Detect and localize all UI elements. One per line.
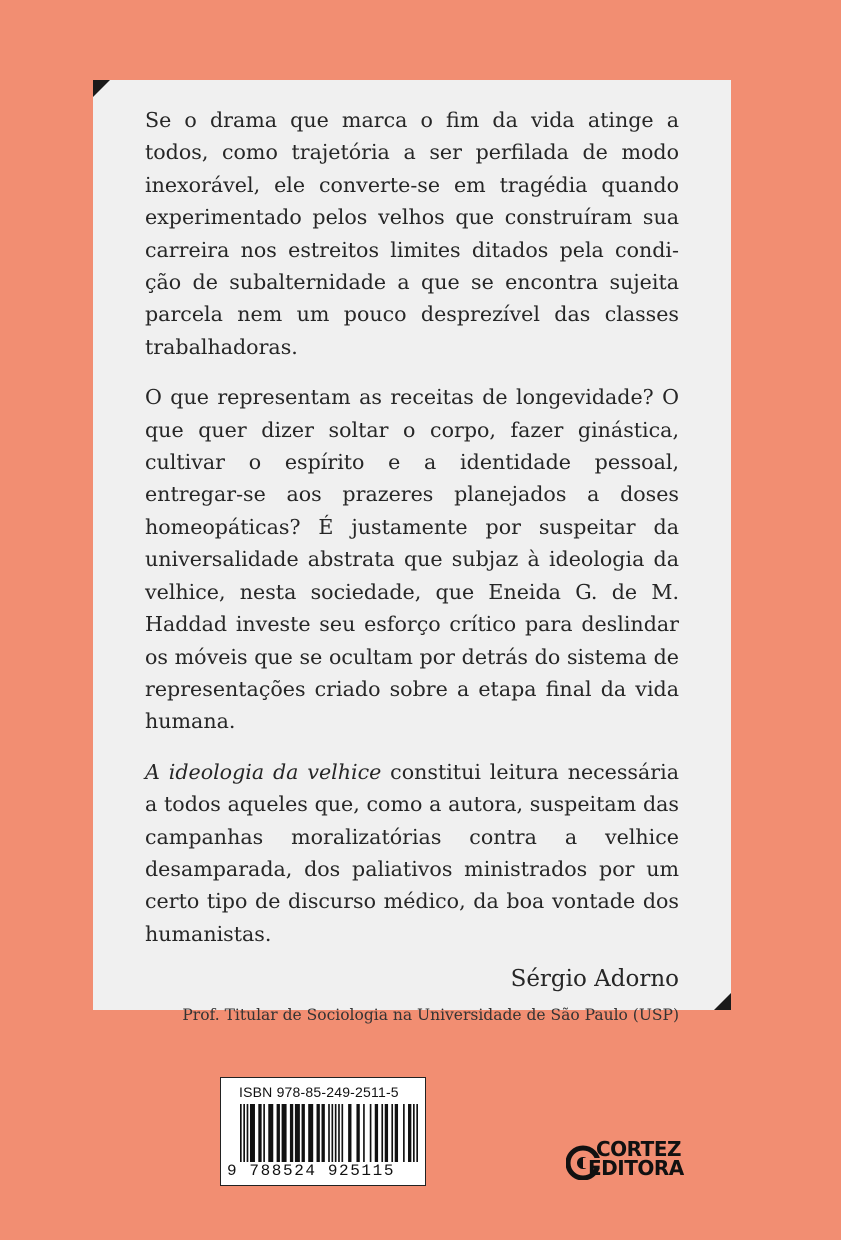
blurb-paragraph-3 (145, 756, 679, 950)
blurb-paragraph-3-text: constitui leitura necessária a todos aqueles que, como a autora, suspeitam das campanhas moralizatórias contra a velhice desamparada, dos paliativos ministrados por um certo tipo de discurso médico, da boa vontade dos humanistas. (145, 759, 679, 946)
barcode-bar (243, 1104, 245, 1162)
barcode-bars (239, 1104, 419, 1162)
barcode-bar (381, 1104, 383, 1162)
barcode-bar (317, 1104, 320, 1162)
publisher-name-line1: CORTEZ (596, 1137, 681, 1161)
barcode-bar (338, 1104, 340, 1162)
barcode-bar (240, 1104, 242, 1162)
barcode-bar (250, 1104, 255, 1162)
card-corner-bottom-right (714, 993, 731, 1010)
barcode-bar (247, 1104, 249, 1162)
barcode-bar (322, 1104, 325, 1162)
barcode-bar (348, 1104, 351, 1162)
barcode-bar (408, 1104, 411, 1162)
barcode-bar (268, 1104, 273, 1162)
barcode-bar (395, 1104, 398, 1162)
barcode-bar (356, 1104, 359, 1162)
barcode-bar (290, 1104, 293, 1162)
barcode-bar (258, 1104, 261, 1162)
barcode-bar (332, 1104, 334, 1162)
ean-digits: 9 788524 925115 (227, 1162, 396, 1180)
barcode-bar (295, 1104, 300, 1162)
isbn-label: ISBN 978-85-249-2511-5 (239, 1084, 399, 1100)
publisher-name-line2: EDITORA (588, 1156, 684, 1180)
barcode-bar (363, 1104, 365, 1162)
blurb-paragraph-2: O que representam as receitas de longevidade? O que quer dizer soltar o corpo, fazer ginástica, cultivar o espírito e a identidade pessoal, entregar-se aos prazeres planejados a doses homeopáticas? É justamente por suspeitar da universalidade abstrata que subjaz à ideologia da velhice, nesta sociedade, que Eneida G. de M. Haddad investe seu esforço crítico para deslindar os móveis que se ocultam por detrás do sistema de representações criado sobre a etapa final da vida humana. (145, 385, 679, 734)
barcode-bar (263, 1104, 265, 1162)
barcode-bar (308, 1104, 313, 1162)
card-corner-top-left (93, 80, 110, 97)
barcode-bar (403, 1104, 405, 1162)
publisher-logo (566, 1137, 716, 1190)
barcode-bar (416, 1104, 418, 1162)
author-affiliation: Prof. Titular de Sociologia na Universidade de São Paulo (USP) (182, 1006, 679, 1025)
barcode-bar (282, 1104, 287, 1162)
publisher-name (588, 1137, 684, 1180)
book-title: A ideologia da velhice (145, 759, 382, 784)
barcode-bar (328, 1104, 330, 1162)
barcode-bar (413, 1104, 415, 1162)
isbn-barcode (220, 1077, 426, 1186)
barcode-bar (370, 1104, 372, 1162)
blurb-paragraph-1: Se o drama que marca o fim da vida atinge a todos, como trajetória a ser perfilada de modo inexorável, ele converte-se em tragédia quando experimentado pelos velhos que construíram sua carreira nos estreitos limites ditados pela condição de subalternidade a que se encontra sujeita parcela nem um pouco desprezível das classes trabalhadoras. (145, 108, 679, 359)
barcode-bar (277, 1104, 280, 1162)
barcode-bar (341, 1104, 343, 1162)
barcode-bar (302, 1104, 305, 1162)
barcode-bar (385, 1104, 388, 1162)
blurb-card (93, 80, 731, 1025)
barcode-bar (391, 1104, 393, 1162)
barcode-bar (375, 1104, 378, 1162)
author-name: Sérgio Adorno (510, 966, 679, 993)
barcode-bar (335, 1104, 337, 1162)
